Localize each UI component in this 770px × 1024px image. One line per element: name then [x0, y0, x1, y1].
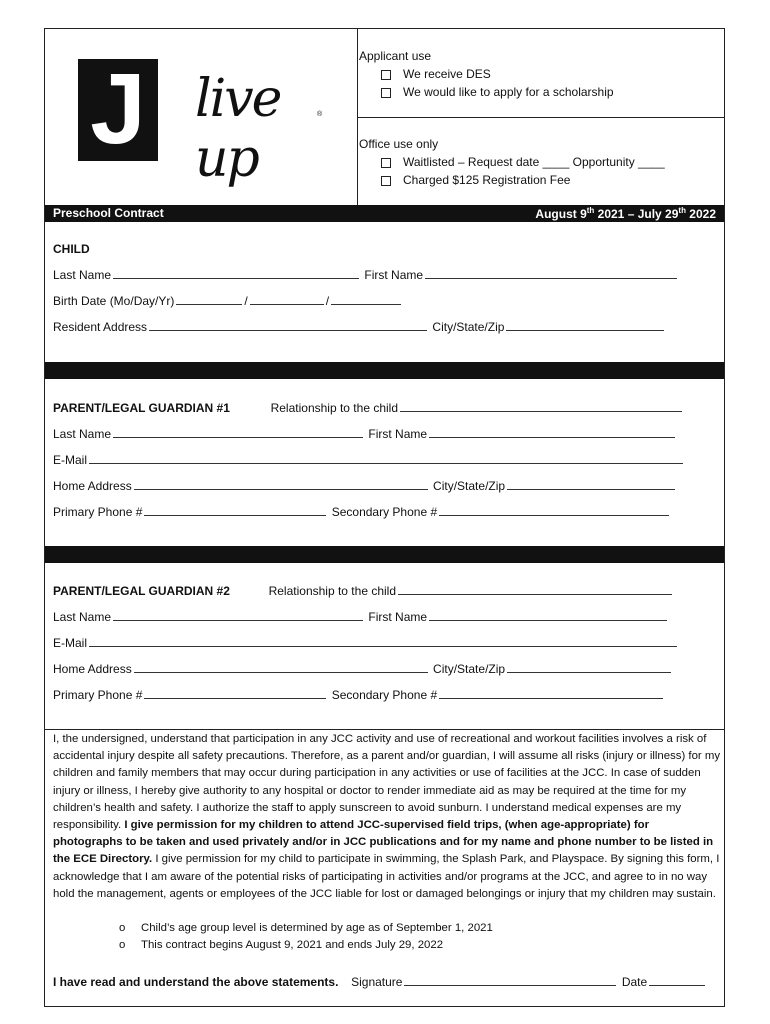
- checkbox-icon[interactable]: [381, 70, 391, 80]
- checkbox-registration-fee[interactable]: Charged $125 Registration Fee: [381, 173, 570, 187]
- registered-mark: ®: [317, 111, 323, 118]
- child-address-row: Resident Address City/State/Zip: [53, 320, 666, 334]
- birth-month-field[interactable]: [176, 294, 242, 305]
- acknowledgement-statement: I have read and understand the above statements.: [53, 975, 339, 989]
- guardian1-name-row: Last Name First Name: [53, 427, 677, 441]
- guardian1-heading-row: PARENT/LEGAL GUARDIAN #1 Relationship to the child: [53, 401, 684, 415]
- guardian2-last-name-field[interactable]: [113, 610, 363, 621]
- date-field[interactable]: [649, 975, 705, 986]
- guardian2-relationship-field[interactable]: [398, 584, 672, 595]
- guardian1-email-field[interactable]: [89, 453, 683, 464]
- waiver-paragraph: I, the undersigned, understand that participation in any JCC activity and use of recreational and workout facilities involves a risk of accidental injury despite all safety precautions. Therefore, as a parent and/or guardian, I will assume all risks (injury or illness) for my children and family members that may occur during participation in any activities or use of facilities at the JCC. In case of sudden injury or illness, I hereby give authority to any hospital or doctor to render immediate aid as may be required at the time for my children’s health and safety. I authorize the staff to apply sunscreen to avoid sunburn. I understand medical expenses are my responsibility. I give permission for my children to attend JCC-supervised field trips, (when age-appropriate) for photographs to be taken and used privately and/or in JCC publications and for my name and phone number to be listed in the ECE Directory. I give permission for my child to participate in swimming, the Splash Park, and Playspace. By signing this form, I acknowledge that I am aware of the potential risks of participating in activities and/or programs at the JCC, and agree to in no way hold the management, agents or employees of the JCC liable for lost or damaged belongings or injury that my children may sustain.: [53, 733, 721, 900]
- guardian1-secondary-phone-field[interactable]: [439, 505, 669, 516]
- child-birthdate-row: Birth Date (Mo/Day/Yr) / /: [53, 294, 403, 308]
- jcc-logo-icon: [78, 53, 158, 165]
- logo-letter: J: [90, 53, 146, 165]
- applicant-use-cell: [357, 29, 724, 118]
- guardian1-address-row: Home Address City/State/Zip: [53, 479, 677, 493]
- guardian1-address-field[interactable]: [134, 479, 428, 490]
- child-first-name-field[interactable]: [425, 268, 677, 279]
- guardian2-first-name-field[interactable]: [429, 610, 667, 621]
- guardian2-name-row: Last Name First Name: [53, 610, 669, 624]
- child-name-row: Last Name First Name: [53, 268, 679, 282]
- guardian2-heading-row: PARENT/LEGAL GUARDIAN #2 Relationship to the child: [53, 584, 674, 598]
- waiver-permission-bold: I give permission for my children to attend JCC-supervised field trips, (when age-appropriate) for photographs to be taken and used privately and/or in JCC publications and for my name and phone number to be listed in the ECE Directory.: [53, 819, 714, 866]
- office-use-cell: [357, 117, 724, 205]
- guardian1-email-row: E-Mail: [53, 453, 685, 467]
- bullet-item: o This contract begins August 9, 2021 and ends July 29, 2022: [119, 939, 444, 951]
- checkbox-icon[interactable]: [381, 176, 391, 186]
- guardian2-email-row: E-Mail: [53, 636, 679, 650]
- birth-year-field[interactable]: [331, 294, 401, 305]
- contract-title: Preschool Contract: [53, 206, 164, 220]
- checkbox-icon[interactable]: [381, 88, 391, 98]
- applicant-use-title: Applicant use: [359, 49, 432, 63]
- signature-row: I have read and understand the above statements. Signature Date: [53, 975, 707, 989]
- logo-tagline: live up: [195, 69, 281, 189]
- signature-field[interactable]: [404, 975, 616, 986]
- guardian2-address-row: Home Address City/State/Zip: [53, 662, 673, 676]
- child-address-field[interactable]: [149, 320, 427, 331]
- checkbox-waitlisted[interactable]: Waitlisted – Request date ____ Opportunity ____: [381, 155, 665, 169]
- guardian1-first-name-field[interactable]: [429, 427, 675, 438]
- contract-dates: August 9th 2021 – July 29th 2022: [535, 206, 716, 221]
- guardian1-section: [45, 379, 724, 546]
- guardian1-primary-phone-field[interactable]: [144, 505, 326, 516]
- guardian2-primary-phone-field[interactable]: [144, 688, 326, 699]
- child-city-field[interactable]: [506, 320, 664, 331]
- guardian1-city-field[interactable]: [507, 479, 675, 490]
- guardian1-phone-row: Primary Phone # Secondary Phone #: [53, 505, 671, 519]
- guardian1-last-name-field[interactable]: [113, 427, 363, 438]
- birth-day-field[interactable]: [250, 294, 324, 305]
- child-heading: CHILD: [53, 242, 90, 256]
- guardian2-city-field[interactable]: [507, 662, 671, 673]
- office-use-title: Office use only: [359, 137, 439, 151]
- waiver-bullets: [119, 922, 493, 956]
- guardian2-phone-row: Primary Phone # Secondary Phone #: [53, 688, 665, 702]
- guardian2-section: [45, 563, 724, 729]
- section-divider-band: [45, 362, 724, 379]
- checkbox-scholarship[interactable]: We would like to apply for a scholarship: [381, 85, 614, 99]
- waiver-divider: [45, 729, 724, 730]
- contract-header-band: [45, 205, 724, 222]
- checkbox-icon[interactable]: [381, 158, 391, 168]
- guardian1-heading: PARENT/LEGAL GUARDIAN #1: [53, 401, 230, 415]
- guardian2-heading: PARENT/LEGAL GUARDIAN #2: [53, 584, 230, 598]
- guardian2-email-field[interactable]: [89, 636, 677, 647]
- section-divider-band: [45, 546, 724, 563]
- guardian2-address-field[interactable]: [134, 662, 428, 673]
- child-last-name-field[interactable]: [113, 268, 359, 279]
- child-section: [45, 222, 724, 362]
- guardian2-secondary-phone-field[interactable]: [439, 688, 663, 699]
- guardian1-relationship-field[interactable]: [400, 401, 682, 412]
- contract-form: [44, 28, 725, 1007]
- logo-cell: [45, 29, 358, 205]
- bullet-item: o Child’s age group level is determined by age as of September 1, 2021: [119, 922, 493, 934]
- checkbox-des[interactable]: We receive DES: [381, 67, 491, 81]
